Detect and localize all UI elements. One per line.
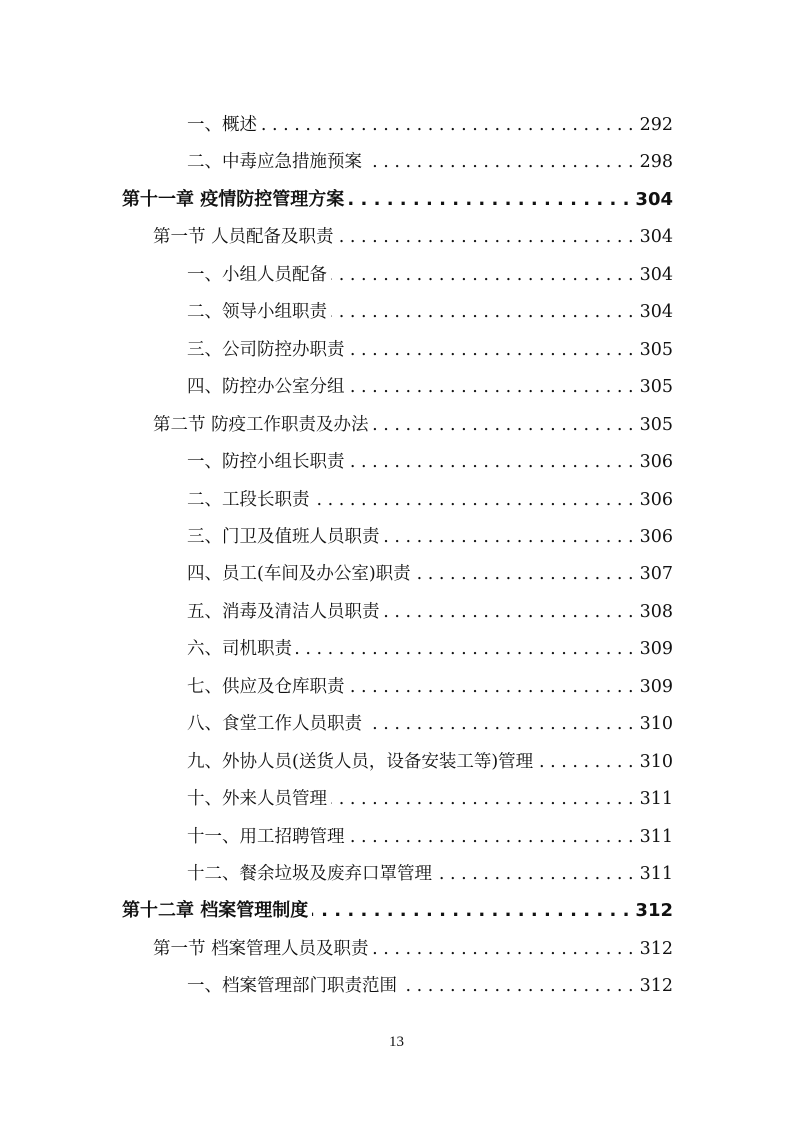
toc-entry-page: 292 bbox=[639, 115, 673, 135]
toc-dot-leader bbox=[348, 189, 629, 211]
toc-entry[interactable] bbox=[187, 595, 673, 623]
toc-entry-page: 308 bbox=[639, 601, 673, 622]
toc-entry-page: 305 bbox=[639, 377, 673, 398]
toc-dot-leader bbox=[331, 301, 634, 323]
toc-entry-page: 312 bbox=[635, 900, 673, 922]
toc-entry[interactable] bbox=[187, 483, 673, 511]
toc-dot-leader bbox=[415, 563, 634, 585]
toc-dot-leader bbox=[401, 975, 634, 997]
toc-entry[interactable] bbox=[187, 820, 673, 848]
toc-entry[interactable] bbox=[187, 445, 673, 473]
toc-entry-page: 309 bbox=[639, 639, 673, 660]
toc-entry-label: 四、员工(车间及办公室)职责 bbox=[187, 564, 411, 585]
toc-entry-page: 305 bbox=[639, 414, 673, 435]
toc-entry-label: 三、门卫及值班人员职责 bbox=[187, 526, 380, 547]
toc-entry[interactable] bbox=[187, 145, 673, 173]
toc-entry[interactable] bbox=[187, 632, 673, 660]
toc-chapter-entry[interactable] bbox=[122, 183, 673, 211]
toc-entry[interactable] bbox=[187, 108, 673, 136]
toc-entry-page: 312 bbox=[639, 938, 673, 959]
toc-dot-leader bbox=[349, 826, 634, 848]
toc-entry-label: 三、公司防控办职责 bbox=[187, 339, 345, 360]
toc-entry-page: 304 bbox=[639, 264, 673, 285]
toc-entry[interactable] bbox=[187, 258, 673, 286]
toc-entry-label: 六、司机职责 bbox=[187, 639, 292, 660]
toc-dot-leader bbox=[349, 339, 634, 361]
toc-entry-label: 第一节 人员配备及职责 bbox=[153, 227, 334, 248]
toc-dot-leader bbox=[338, 226, 634, 248]
toc-entry[interactable] bbox=[187, 969, 673, 997]
toc-entry[interactable] bbox=[187, 295, 673, 323]
toc-entry[interactable] bbox=[187, 557, 673, 585]
toc-entry-page: 309 bbox=[639, 676, 673, 697]
toc-entry-label: 七、供应及仓库职责 bbox=[187, 676, 345, 697]
toc-entry-label: 四、防控办公室分组 bbox=[187, 377, 345, 398]
toc-entry-label: 一、概述 bbox=[187, 115, 257, 135]
toc-section-entry[interactable] bbox=[153, 408, 673, 436]
toc-entry-page: 310 bbox=[639, 714, 673, 735]
toc-dot-leader bbox=[373, 938, 634, 960]
toc-entry-label: 十二、餐余垃圾及废弃口罩管理 bbox=[187, 864, 432, 884]
toc-entry[interactable] bbox=[187, 670, 673, 698]
toc-entry-label: 二、工段长职责 bbox=[187, 489, 310, 510]
toc-dot-leader bbox=[349, 451, 634, 473]
toc-entry-page: 310 bbox=[639, 751, 673, 772]
toc-entry[interactable] bbox=[187, 370, 673, 398]
toc-entry-page: 305 bbox=[639, 339, 673, 360]
toc-dot-leader bbox=[312, 900, 629, 922]
toc-entry[interactable] bbox=[187, 520, 673, 548]
toc-entry-label: 第二节 防疫工作职责及办法 bbox=[153, 414, 369, 435]
toc-dot-leader bbox=[349, 676, 634, 698]
toc-dot-leader bbox=[366, 713, 634, 735]
toc-entry-page: 311 bbox=[639, 789, 673, 810]
toc-entry-label: 一、小组人员配备 bbox=[187, 264, 327, 285]
toc-entry[interactable] bbox=[187, 745, 673, 773]
toc-entry-label: 一、档案管理部门职责范围 bbox=[187, 976, 397, 997]
toc-entry-label: 十一、用工招聘管理 bbox=[187, 826, 345, 847]
toc-entry-page: 298 bbox=[639, 152, 673, 173]
toc-entry-page: 306 bbox=[639, 526, 673, 547]
toc-entry-label: 二、领导小组职责 bbox=[187, 302, 327, 323]
toc-entry-page: 306 bbox=[639, 452, 673, 473]
toc-entry[interactable] bbox=[187, 782, 673, 810]
toc-entry-page: 306 bbox=[639, 489, 673, 510]
toc-entry-label: 二、中毒应急措施预案 bbox=[187, 152, 362, 173]
toc-dot-leader bbox=[436, 863, 634, 885]
toc-entry-page: 311 bbox=[639, 826, 673, 847]
toc-dot-leader bbox=[537, 751, 633, 773]
page-number: 13 bbox=[389, 1034, 404, 1050]
toc-entry-page: 304 bbox=[639, 302, 673, 323]
toc-dot-leader bbox=[331, 264, 634, 286]
toc-entry-label: 十、外来人员管理 bbox=[187, 789, 327, 810]
toc-entry-page: 304 bbox=[635, 188, 673, 210]
toc-dot-leader bbox=[366, 151, 634, 173]
toc-section-entry[interactable] bbox=[153, 220, 673, 248]
toc-entry-label: 五、消毒及清洁人员职责 bbox=[187, 601, 380, 622]
toc-dot-leader bbox=[373, 414, 634, 436]
toc-entry[interactable] bbox=[187, 707, 673, 735]
toc-entry[interactable] bbox=[187, 333, 673, 361]
toc-dot-leader bbox=[261, 114, 634, 136]
toc-entry-label: 九、外协人员(送货人员，设备安装工等)管理 bbox=[187, 751, 534, 772]
toc-entry-label: 一、防控小组长职责 bbox=[187, 452, 345, 473]
toc-entry-page: 304 bbox=[639, 227, 673, 248]
toc-section-entry[interactable] bbox=[153, 932, 673, 960]
toc-entry-label: 八、食堂工作人员职责 bbox=[187, 714, 362, 735]
toc-entry-label: 第十二章 档案管理制度 bbox=[122, 900, 309, 922]
toc-dot-leader bbox=[314, 489, 634, 511]
toc-chapter-entry[interactable] bbox=[122, 894, 673, 922]
toc-dot-leader bbox=[331, 788, 634, 810]
toc-dot-leader bbox=[384, 526, 634, 548]
toc-dot-leader bbox=[384, 601, 634, 623]
toc-entry[interactable] bbox=[187, 857, 673, 885]
toc-entry-label: 第十一章 疫情防控管理方案 bbox=[122, 188, 345, 210]
toc-dot-leader bbox=[296, 638, 634, 660]
toc-dot-leader bbox=[349, 376, 634, 398]
toc-entry-label: 第一节 档案管理人员及职责 bbox=[153, 938, 369, 959]
toc-entry-page: 312 bbox=[639, 976, 673, 997]
toc-entry-page: 311 bbox=[639, 864, 673, 884]
toc-entry-page: 307 bbox=[639, 564, 673, 585]
